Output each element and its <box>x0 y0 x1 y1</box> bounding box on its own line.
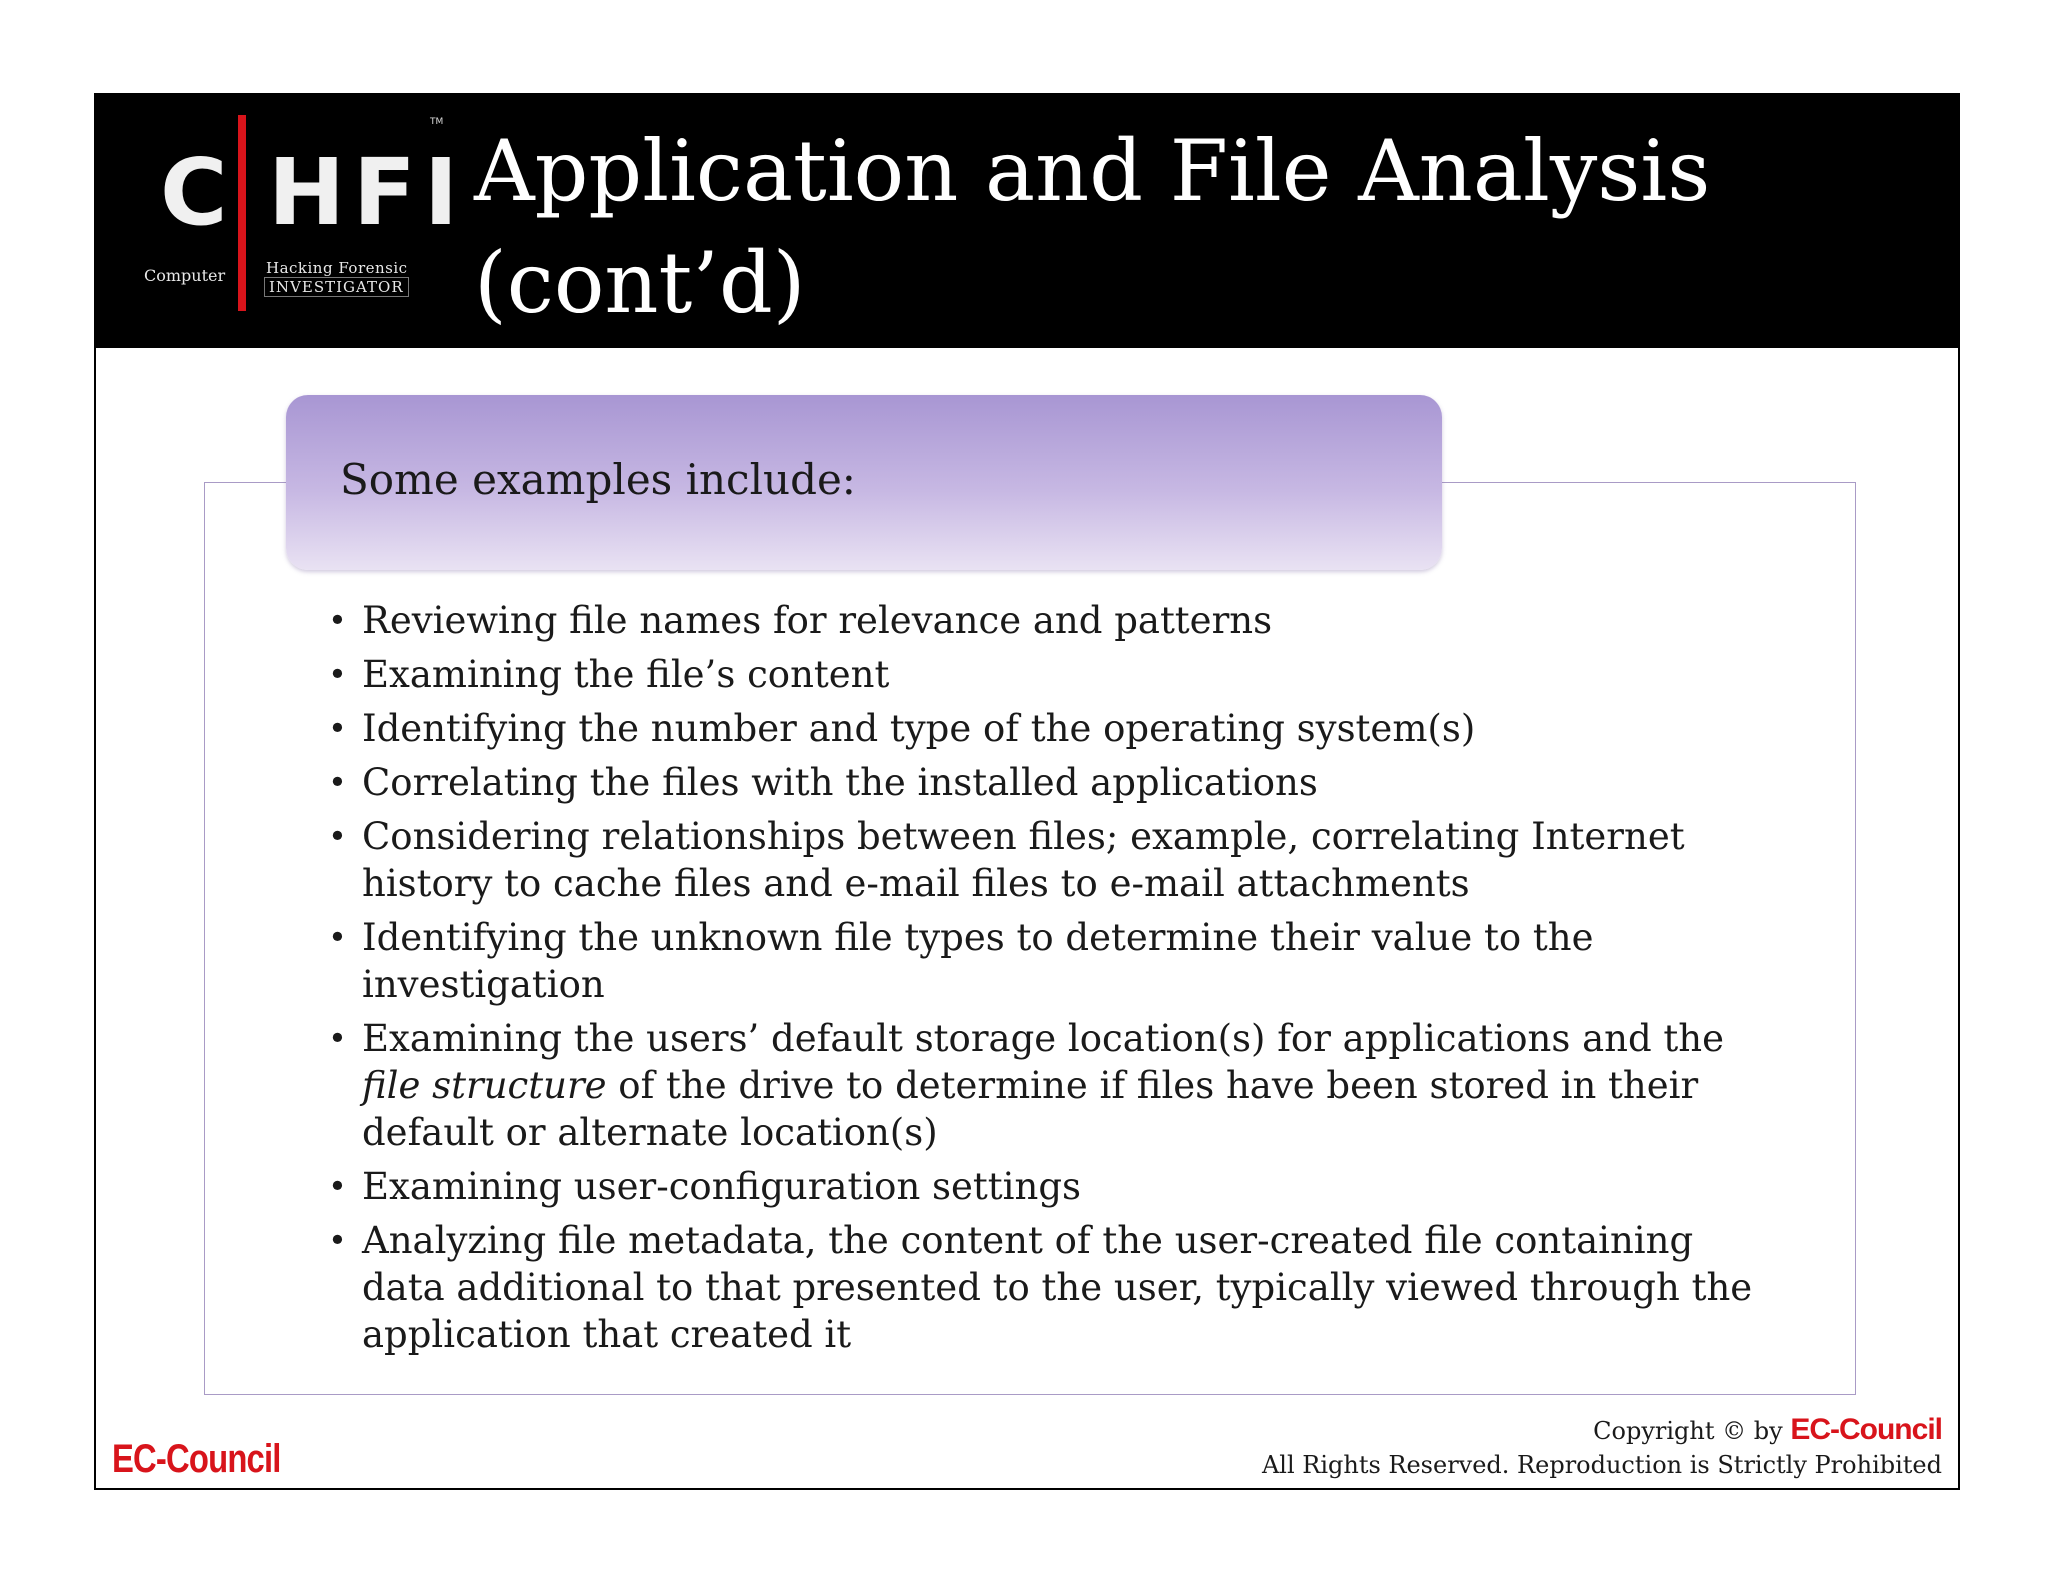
list-item-text: Analyzing file metadata, the content of the user-created file containing <box>362 1219 1694 1262</box>
section-heading: Some examples include: <box>340 455 856 504</box>
slide-header <box>96 95 1958 348</box>
list-item-text: application that created it <box>362 1313 852 1356</box>
list-item <box>328 1217 1828 1358</box>
list-item-text: Correlating the files with the installed applications <box>362 761 1318 804</box>
list-item-text: Identifying the number and type of the operating system(s) <box>362 707 1476 750</box>
slide-title <box>474 115 1774 339</box>
copyright-brand: EC-Council <box>1790 1413 1942 1446</box>
title-line-1: Application and File Analysis <box>474 122 1711 220</box>
examples-list <box>328 597 1828 1365</box>
list-item <box>328 597 1828 644</box>
list-item-text: history to cache files and e-mail files to e-mail attachments <box>362 862 1470 905</box>
list-item <box>328 914 1828 1008</box>
logo-red-bar <box>238 115 246 311</box>
list-item <box>328 813 1828 907</box>
copyright-line <box>1262 1413 1942 1448</box>
ec-council-logo: EC-Council <box>112 1437 281 1481</box>
copyright-notice <box>1262 1413 1942 1482</box>
copyright-prefix: Copyright © by <box>1593 1417 1791 1445</box>
logo-hacking-forensic-text: Hacking Forensic <box>266 259 408 277</box>
list-item-text: Examining the users’ default storage location(s) for applications and the <box>362 1017 1725 1060</box>
logo-trademark: TM <box>430 117 444 127</box>
list-item <box>328 759 1828 806</box>
list-item-text: Reviewing file names for relevance and patterns <box>362 599 1273 642</box>
list-item-text: Examining the file’s content <box>362 653 890 696</box>
section-heading-banner <box>286 395 1442 570</box>
list-item <box>328 1015 1828 1156</box>
slide <box>94 93 1960 1490</box>
logo-computer-text: Computer <box>144 266 226 285</box>
title-line-2: (cont’d) <box>474 234 806 332</box>
list-item-text: Considering relationships between files; example, correlating Internet <box>362 815 1685 858</box>
list-item <box>328 651 1828 698</box>
list-item-text: investigation <box>362 963 605 1006</box>
chfi-logo <box>96 95 467 348</box>
list-item-text: Identifying the unknown file types to determine their value to the <box>362 916 1594 959</box>
list-item-text: data additional to that presented to the user, typically viewed through the <box>362 1266 1753 1309</box>
logo-letters-hfi: HFI <box>268 139 467 246</box>
list-item <box>328 705 1828 752</box>
logo-investigator-text: INVESTIGATOR <box>264 277 409 297</box>
list-item-text: Examining user-configuration settings <box>362 1165 1081 1208</box>
list-item-emphasis: file structure <box>362 1064 607 1107</box>
list-item-text: default or alternate location(s) <box>362 1111 938 1154</box>
logo-letter-c: C <box>160 139 230 246</box>
list-item <box>328 1163 1828 1210</box>
list-item-text: of the drive to determine if files have been stored in their <box>606 1064 1699 1107</box>
rights-line: All Rights Reserved. Reproduction is Strictly Prohibited <box>1261 1451 1942 1479</box>
